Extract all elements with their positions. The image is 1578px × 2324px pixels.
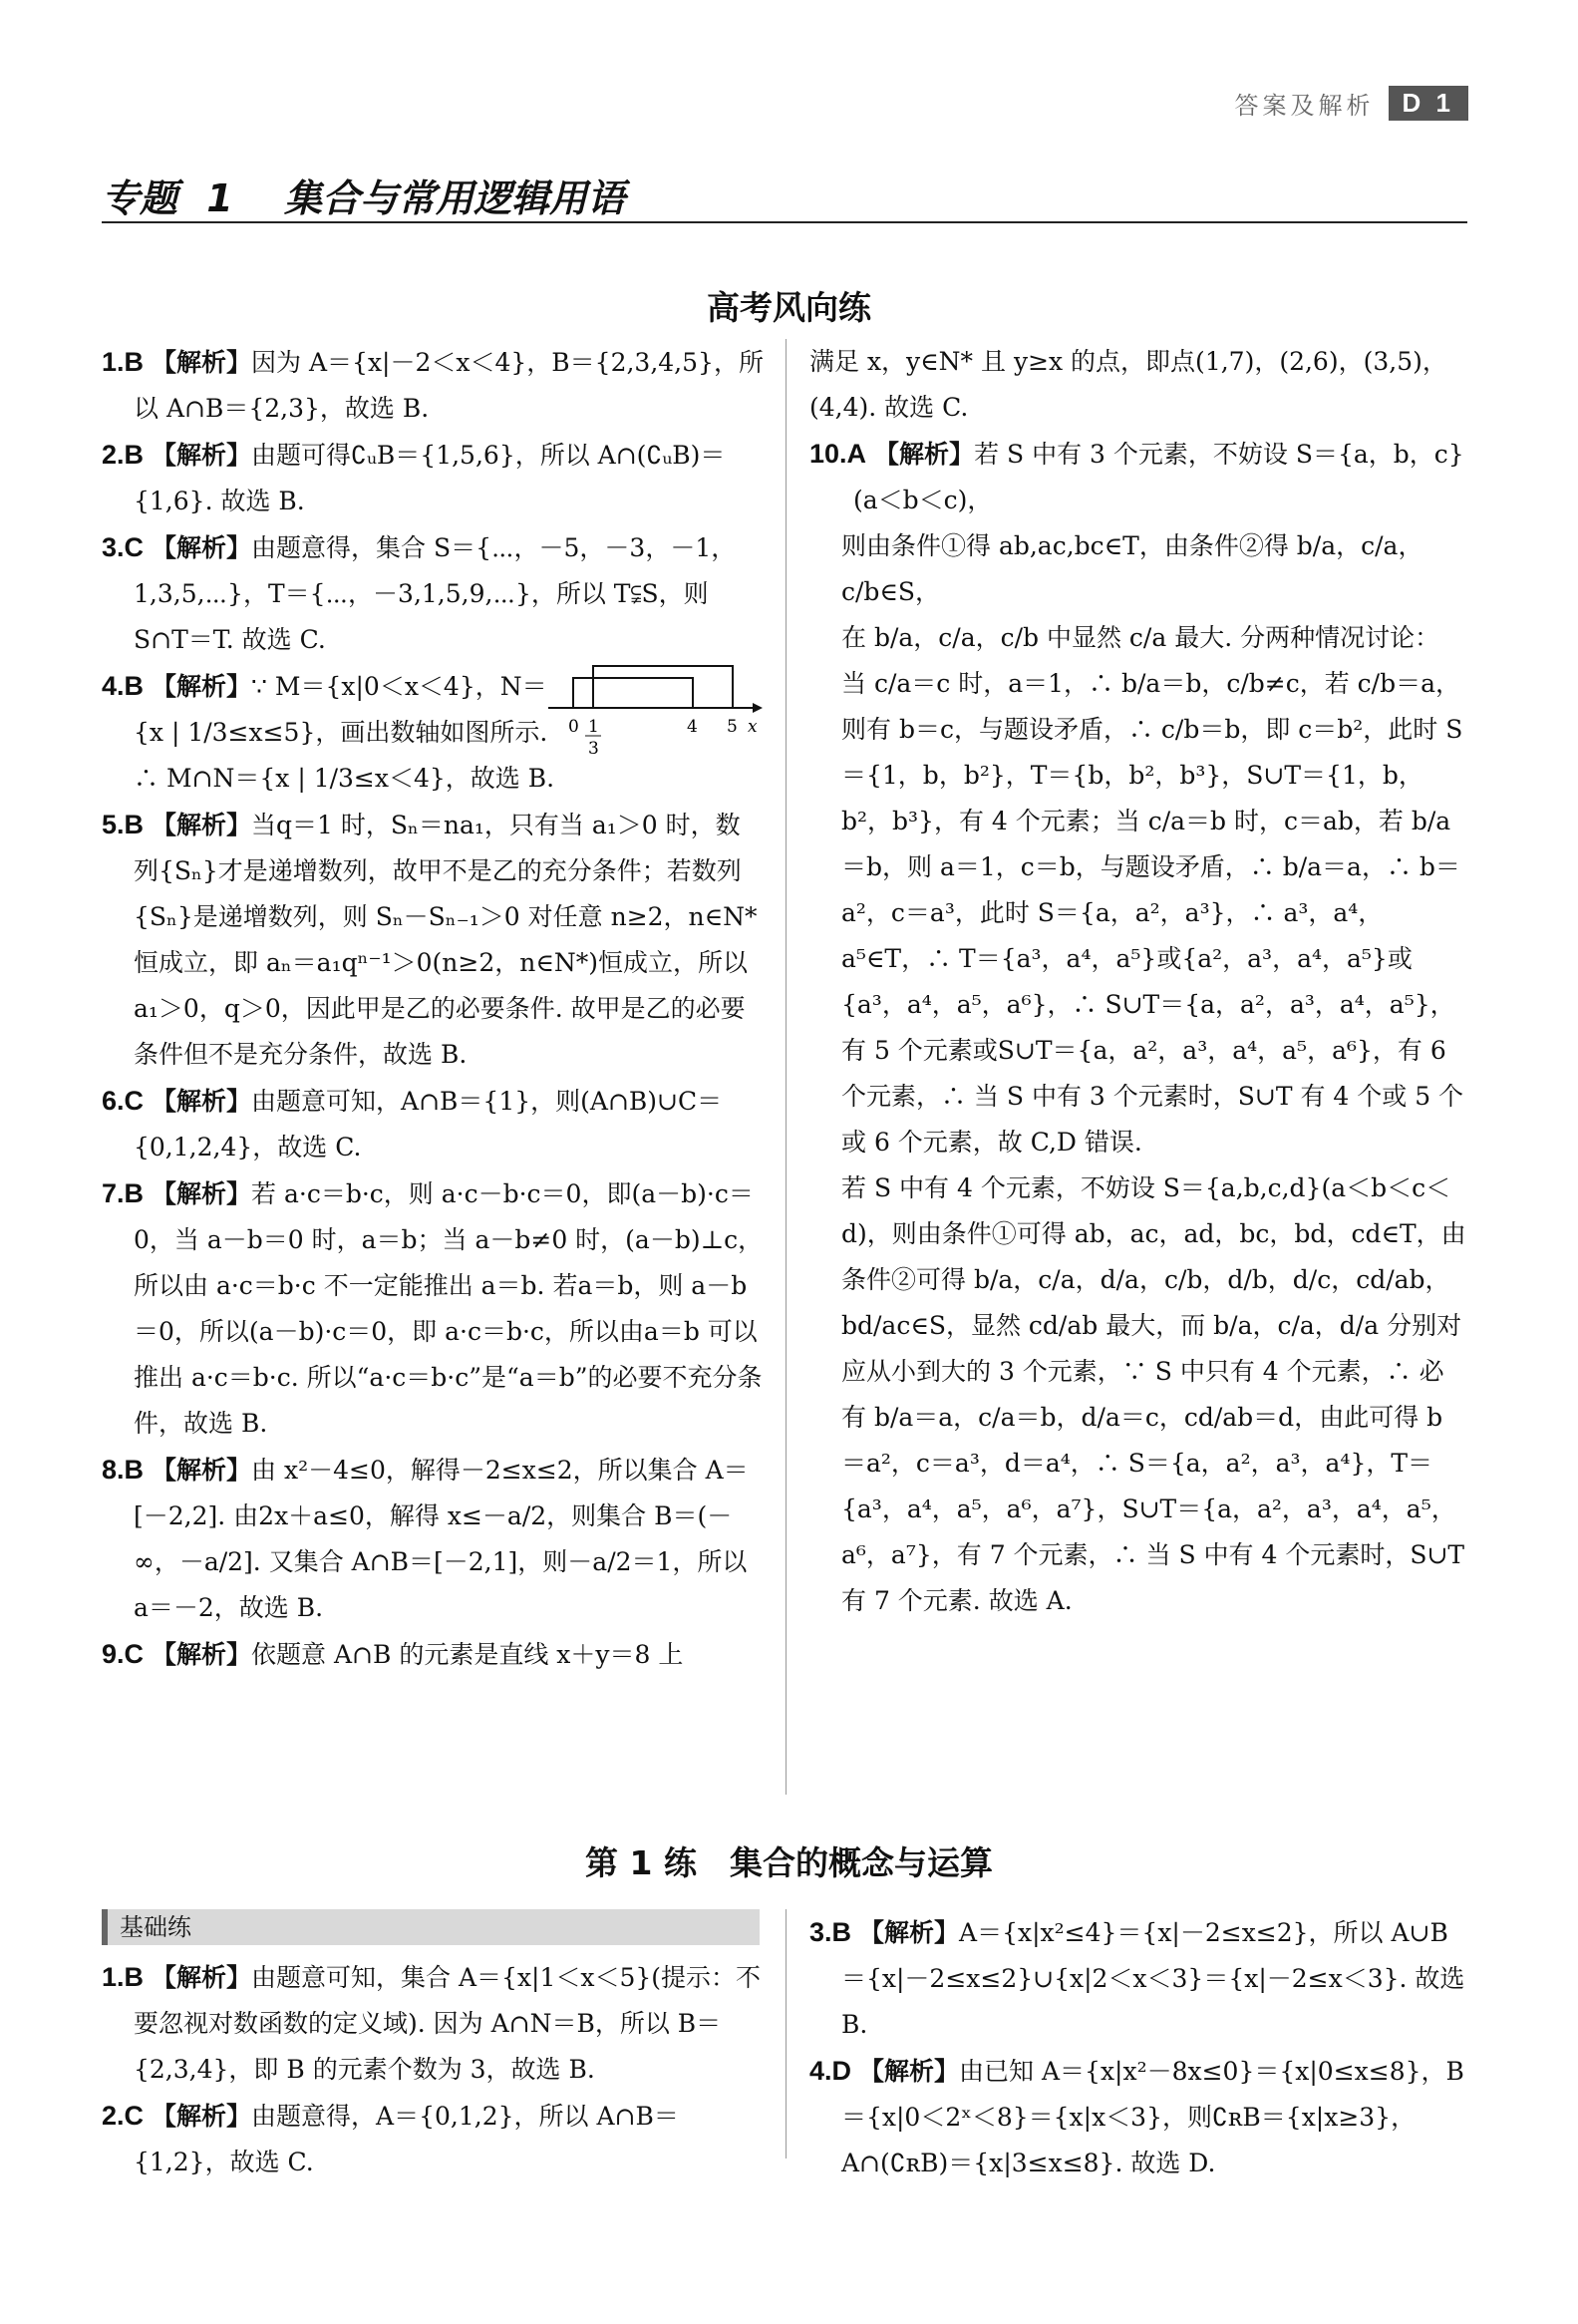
answer-item-6: 6.C 【解析】由题意可知，A∩B＝{1}，则(A∩B)∪C＝{0,1,2,4}，故选 C. — [102, 1086, 723, 1162]
practice-item-4: 4.D 【解析】由已知 A＝{x|x²－8x≤0}＝{x|0≤x≤8}，B＝{x|0＜2ˣ＜8}＝{x|x＜3}，则∁ʀB＝{x|x≥3}，A∩(∁ʀB)＝{x|3≤x≤8}. 故选 D. — [809, 2056, 1464, 2177]
answer-item-10-line-3: 在 b/a，c/a，c/b 中显然 c/a 最大. 分两种情况讨论： — [841, 623, 1440, 652]
answer-item-3: 3.C 【解析】由题意得，集合 S＝{⋯，－5，－3，－1，1,3,5,⋯}，T＝{⋯，－3,1,5,9,⋯}，所以 T⫋S，则 S∩T＝T. 故选 C. — [102, 532, 737, 654]
answer-item-10: 10.A 【解析】若 S 中有 3 个元素，不妨设 S＝{a，b，c}(a＜b＜c)， — [809, 439, 1464, 514]
answer-item-9-cont: 满足 x，y∈N* 且 y≥x 的点，即点(1,7)，(2,6)，(3,5)，(4,4). 故选 C. — [809, 347, 1447, 422]
header-label: 答案及解析 — [1234, 92, 1375, 120]
right-column-2 — [809, 1909, 1467, 2186]
topic-prefix: 专题 — [102, 176, 178, 220]
topic-title — [102, 167, 1467, 223]
tick-5: 5 — [727, 717, 738, 737]
section-title-2: 第 1 练 集合的概念与运算 — [585, 1843, 993, 1882]
practice-item-3: 3.B 【解析】A＝{x|x²≤4}＝{x|－2≤x≤2}，所以 A∪B＝{x|－2≤x≤2}∪{x|2＜x＜3}＝{x|－2≤x＜3}. 故选 B. — [809, 1917, 1465, 2039]
practice-item-1: 1.B 【解析】由题意可知，集合 A＝{x|1＜x＜5}(提示：不要忽视对数函数的定义域). 因为 A∩N＝B，所以 B＝{2,3,4}，即 B 的元素个数为 3，故选 B. — [102, 1962, 762, 2084]
left-column-1 — [102, 339, 765, 1678]
column-divider-2 — [786, 1909, 787, 2158]
left-column-2 — [102, 1954, 765, 2185]
set-n-bracket — [593, 666, 733, 708]
tick-1: 1 — [588, 717, 599, 737]
topic-number: 1 — [206, 176, 233, 220]
practice-band: 基础练 — [102, 1909, 760, 1945]
section-title-1: 高考风向练 — [707, 288, 871, 327]
page-header — [1235, 86, 1468, 121]
right-column-1 — [809, 339, 1467, 1624]
answer-item-8: 8.B 【解析】由 x²－4≤0，解得－2≤x≤2，所以集合 A＝[－2,2]. 由2x＋a≤0，解得 x≤－a/2，则集合 B＝(－∞，－a/2]. 又集合 A∩B＝[－2,1]，则－a/2＝1，所以 a＝－2，故选 B. — [102, 1455, 749, 1622]
answer-item-2: 2.B 【解析】由题可得∁ᵤB＝{1,5,6}，所以 A∩(∁ᵤB)＝{1,6}. 故选 B. — [102, 440, 726, 515]
number-line-figure — [543, 658, 763, 768]
answer-item-10-line-2: 则由条件①得 ab,ac,bc∈T，由条件②得 b/a，c/a，c/b∈S， — [841, 531, 1423, 606]
practice-item-2: 2.C 【解析】由题意得，A＝{0,1,2}，所以 A∩B＝{1,2}，故选 C. — [102, 2101, 679, 2176]
topic-name: 集合与常用逻辑用语 — [283, 176, 625, 220]
set-m-bracket — [573, 678, 693, 708]
axis-x-label: x — [748, 717, 758, 737]
answer-item-9: 9.C 【解析】依题意 A∩B 的元素是直线 x＋y＝8 上 — [102, 1639, 684, 1669]
tick-3: 3 — [588, 739, 599, 759]
answer-item-4: 4.B 【解析】∵ M＝{x|0＜x＜4}，N＝{x | 1/3≤x≤5}，画出数轴如图所示. ∴ M∩N＝{x | 1/3≤x＜4}，故选 B. — [102, 671, 555, 793]
answer-item-5: 5.B 【解析】当q＝1 时，Sₙ＝na₁，只有当 a₁＞0 时，数列{Sₙ}才是递增数列，故甲不是乙的充分条件；若数列{Sₙ}是递增数列，则 Sₙ－Sₙ₋₁＞0 对任意 n≥2，n∈N* 恒成立，即 aₙ＝a₁qⁿ⁻¹＞0(n≥2，n∈N*)恒成立，所以 a₁＞0，q＞0，因此甲是乙的必要条件. 故甲是乙的必要条件但不是充分条件，故选 B. — [102, 810, 758, 1069]
number-line-arrow — [753, 703, 763, 713]
answer-item-7: 7.B 【解析】若 a·c＝b·c，则 a·c－b·c＝0，即(a－b)·c＝0，当 a－b＝0 时，a＝b；当 a－b≠0 时，(a－b)⊥c，所以由 a·c＝b·c 不一定能推出 a＝b. 若a＝b，则 a－b＝0，所以(a－b)·c＝0，即 a·c＝b·c，所以由a＝b 可以推出 a·c＝b·c. 所以“a·c＝b·c”是“a＝b”的必要不充分条件，故选 B. — [102, 1178, 764, 1438]
column-divider — [786, 339, 787, 1795]
page-tag: D 1 — [1389, 86, 1468, 121]
answer-item-1: 1.B 【解析】因为 A＝{x|－2＜x＜4}，B＝{2,3,4,5}，所以 A∩B＝{2,3}，故选 B. — [102, 347, 764, 423]
answer-item-10-case-1: 当 c/a＝c 时，a＝1，∴ b/a＝b，c/b≠c，若 c/b＝a，则有 b＝c，与题设矛盾，∴ c/b＝b，即 c＝b²，此时 S＝{1，b，b²}，T＝{b，b²，b³}，S∪T＝{1，b，b²，b³}，有 4 个元素；当 c/a＝b 时，c＝ab，若 b/a＝b，则 a＝1，c＝b，与题设矛盾，∴ b/a＝a，∴ b＝a²，c＝a³，此时 S＝{a，a²，a³}，∴ a³，a⁴，a⁵∈T，∴ T＝{a³，a⁴，a⁵}或{a²，a³，a⁴，a⁵}或{a³，a⁴，a⁵，a⁶}，∴ S∪T＝{a，a²，a³，a⁴，a⁵}，有 5 个元素或S∪T＝{a，a²，a³，a⁴，a⁵，a⁶}，有 6 个元素，∴ 当 S 中有 3 个元素时，S∪T 有 4 个或 5 个或 6 个元素，故 C,D 错误. — [841, 669, 1464, 1157]
answer-item-10-case-2: 若 S 中有 4 个元素，不妨设 S＝{a,b,c,d}(a＜b＜c＜d)，则由条件①可得 ab，ac，ad，bc，bd，cd∈T，由条件②可得 b/a，c/a，d/a，c/b，d/b，d/c，cd/ab，bd/ac∈S，显然 cd/ab 最大，而 b/a，c/a，d/a 分别对应从小到大的 3 个元素，∵ S 中只有 4 个元素，∴ 必有 b/a＝a，c/a＝b，d/a＝c，cd/ab＝d，由此可得 b＝a²，c＝a³，d＝a⁴，∴ S＝{a，a²，a³，a⁴}，T＝{a³，a⁴，a⁵，a⁶，a⁷}，S∪T＝{a，a²，a³，a⁴，a⁵，a⁶，a⁷}，有 7 个元素，∴ 当 S 中有 4 个元素时，S∪T 有 7 个元素. 故选 A. — [841, 1173, 1466, 1615]
tick-4: 4 — [687, 717, 698, 737]
tick-0: 0 — [568, 717, 579, 737]
